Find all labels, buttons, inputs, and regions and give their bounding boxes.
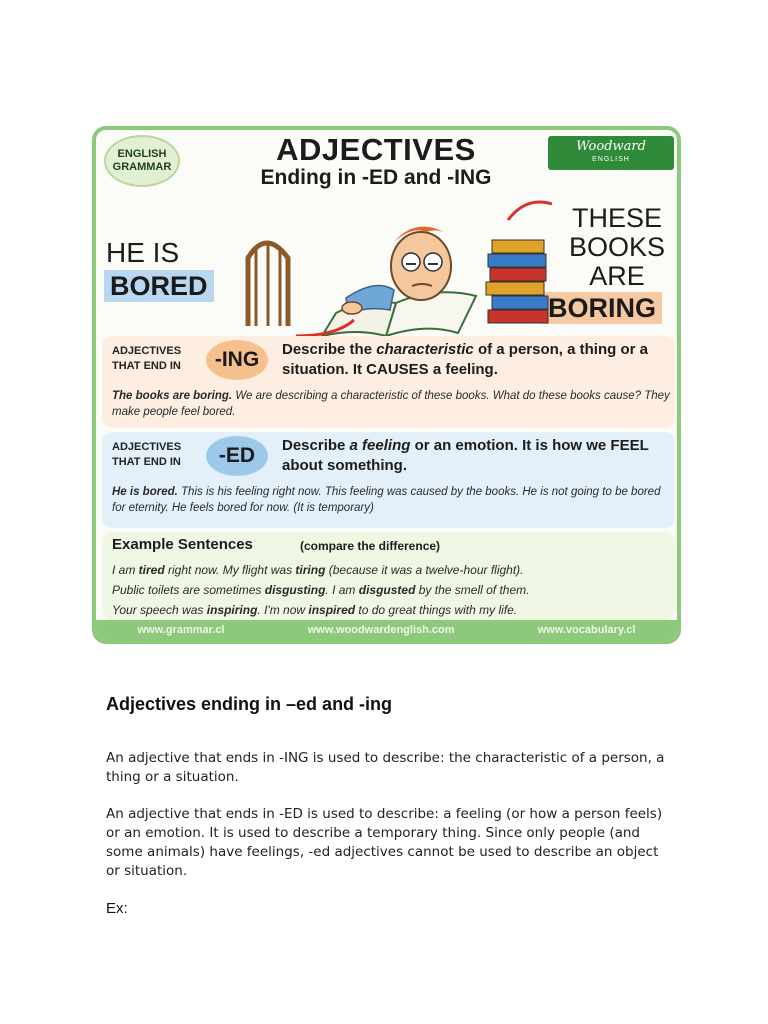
desc-emphasis: a feeling bbox=[349, 437, 411, 454]
these-books-caption bbox=[558, 204, 676, 291]
ed-rule-box bbox=[102, 432, 675, 528]
example-label: Ex: bbox=[106, 900, 128, 917]
ing-suffix-badge: -ING bbox=[206, 340, 268, 380]
desc-text: Describe the bbox=[282, 341, 377, 358]
english-grammar-badge bbox=[104, 135, 180, 187]
paragraph-ed: An adjective that ends in -ED is used to describe: a feeling (or how a person feels) or an emotion. It is used to describe a temporary thing. Since only people (and some animals) have feelings, -ed adjectives cannot be used to describe an object or situation. bbox=[106, 806, 663, 879]
example-sentences-box bbox=[102, 532, 675, 620]
desc-text: Describe bbox=[282, 437, 350, 454]
example-text: We are describing a characteristic of these books. What do these books cause? They make people feel bored. bbox=[112, 390, 670, 418]
rule-label-line: ADJECTIVES bbox=[112, 345, 182, 357]
example-bold: The books are boring. bbox=[112, 390, 233, 402]
caption-line: ARE bbox=[589, 261, 645, 291]
example-sentence-lines bbox=[112, 560, 672, 620]
rule-label-line: THAT END IN bbox=[112, 360, 181, 372]
badge-line-2: GRAMMAR bbox=[112, 161, 172, 173]
example-sentences-title: Example Sentences bbox=[112, 536, 253, 553]
ed-rule-example bbox=[112, 484, 672, 516]
caption-line: BOOKS bbox=[568, 232, 666, 262]
example-sentence: Your speech was inspiring. I'm now inspired to do great things with my life. bbox=[112, 603, 518, 617]
desc-text: or an emotion. It is how we FEEL about something. bbox=[282, 437, 649, 474]
paragraph-ing: An adjective that ends in -ING is used to describe: the characteristic of a person, a thing or a situation. bbox=[106, 750, 665, 785]
rule-label bbox=[112, 440, 208, 470]
ing-rule-description bbox=[282, 340, 672, 380]
example-sentence: I am tired right now. My flight was tiring (because it was a twelve-hour flight). bbox=[112, 563, 524, 577]
badge-line-1: ENGLISH bbox=[117, 148, 167, 160]
adjectives-infographic bbox=[92, 126, 681, 644]
footer-url: www.vocabulary.cl bbox=[537, 624, 636, 636]
desc-text: of a person, a thing or a situation. It CAUSES a feeling. bbox=[282, 341, 648, 378]
rule-label-line: THAT END IN bbox=[112, 456, 181, 468]
woodward-logo bbox=[548, 136, 674, 170]
rule-label-line: ADJECTIVES bbox=[112, 441, 182, 453]
book-stack-icon bbox=[486, 240, 548, 323]
example-text: This is his feeling right now. This feeling was caused by the books. He is not going to be bored for eternity. He feels bored for now. (It is temporary) bbox=[112, 486, 661, 514]
infographic-subtitle: Ending in -ED and -ING bbox=[260, 166, 492, 189]
caption-line: THESE bbox=[571, 203, 663, 233]
arrow-icon bbox=[508, 202, 552, 220]
ed-rule-description bbox=[282, 436, 672, 476]
open-book-icon bbox=[322, 292, 476, 336]
example-bold: He is bored. bbox=[112, 486, 178, 498]
he-is-caption: HE IS bbox=[106, 237, 180, 268]
logo-sub: ENGLISH bbox=[592, 156, 630, 163]
desc-emphasis: characteristic bbox=[376, 341, 474, 358]
ing-rule-example bbox=[112, 388, 672, 420]
rule-label bbox=[112, 344, 208, 374]
ed-suffix-badge: -ED bbox=[206, 436, 268, 476]
ing-rule-box bbox=[102, 336, 675, 428]
bored-man-books-illustration bbox=[226, 198, 556, 338]
logo-brand: Woodward bbox=[576, 139, 646, 154]
infographic-title: ADJECTIVES bbox=[276, 132, 476, 167]
footer-url: www.grammar.cl bbox=[137, 624, 225, 636]
footer-url: www.woodwardenglish.com bbox=[307, 624, 455, 636]
chair-icon bbox=[248, 242, 288, 326]
infographic-footer bbox=[96, 620, 677, 640]
boring-tag: BORING bbox=[542, 292, 662, 324]
example-sentences-note: (compare the difference) bbox=[300, 539, 441, 553]
bored-tag: BORED bbox=[104, 270, 214, 302]
example-sentence: Public toilets are sometimes disgusting. I am disgusted by the smell of them. bbox=[112, 583, 530, 597]
document-heading: Adjectives ending in –ed and -ing bbox=[106, 694, 393, 714]
